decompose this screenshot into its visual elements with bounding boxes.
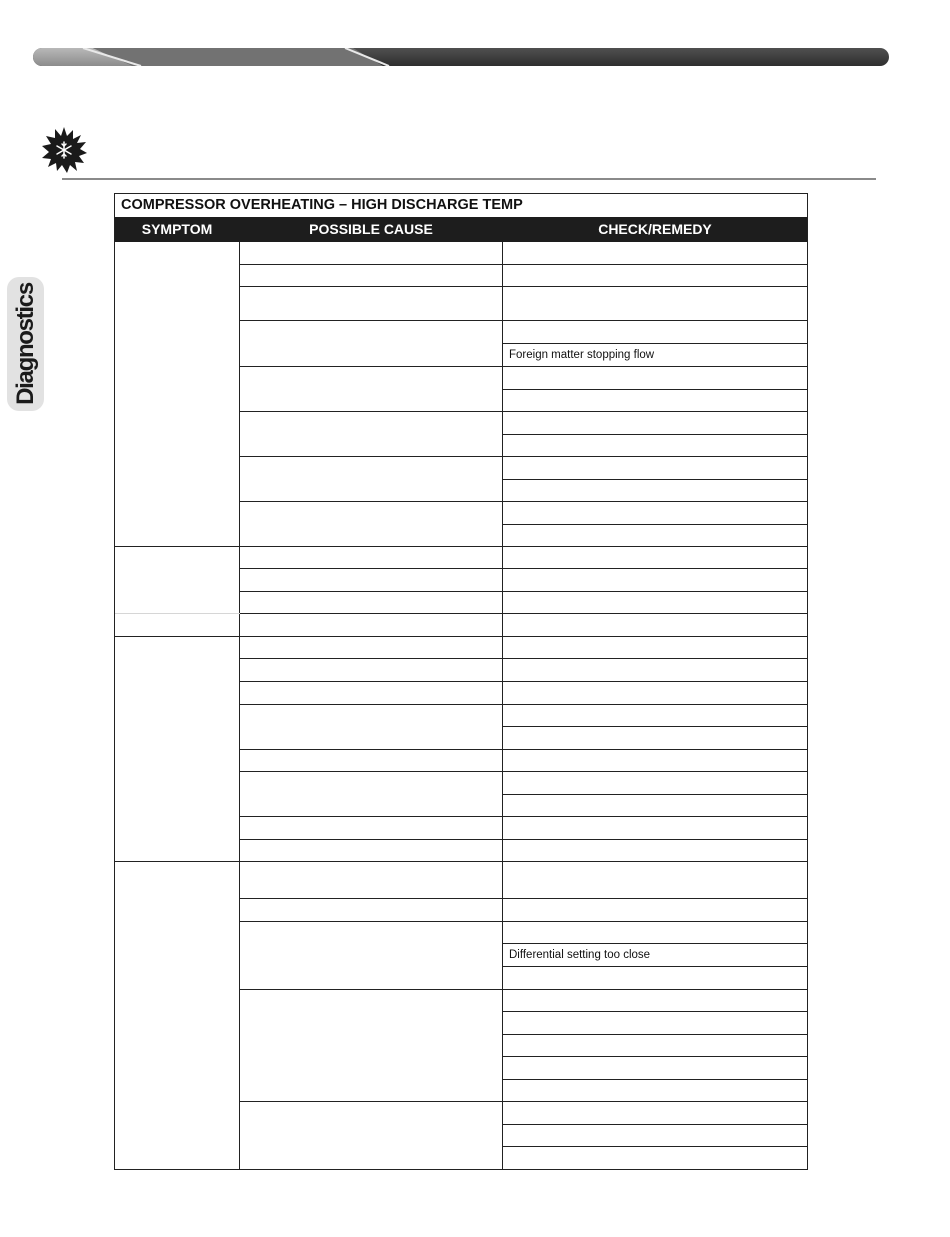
table-header-row bbox=[115, 217, 807, 242]
table-body bbox=[115, 242, 807, 1169]
diagnostics-table bbox=[114, 193, 808, 1170]
table-title: COMPRESSOR OVERHEATING – HIGH DISCHARGE TEMP bbox=[121, 197, 523, 213]
cause-cell bbox=[240, 242, 502, 265]
remedy-cell bbox=[503, 480, 807, 502]
cause-cell bbox=[240, 614, 502, 637]
cause-cell bbox=[240, 502, 502, 547]
remedy-cell bbox=[503, 592, 807, 614]
remedy-cell bbox=[503, 1057, 807, 1080]
remedy-header: CHECK/REMEDY bbox=[598, 221, 712, 237]
remedy-cell bbox=[503, 1147, 807, 1169]
remedy-cell bbox=[503, 922, 807, 944]
remedy-cell bbox=[503, 1102, 807, 1125]
remedy-cell bbox=[503, 569, 807, 592]
remedy-cell bbox=[503, 899, 807, 922]
symptom-cell bbox=[115, 862, 239, 1169]
remedy-cell bbox=[503, 1035, 807, 1057]
side-tab[interactable] bbox=[7, 277, 44, 411]
remedy-cell bbox=[503, 772, 807, 795]
cause-cell bbox=[240, 899, 502, 922]
remedy-cell bbox=[503, 265, 807, 287]
header-bar bbox=[33, 48, 889, 66]
cause-cell bbox=[240, 772, 502, 817]
cause-cell bbox=[240, 287, 502, 321]
symptom-cell bbox=[115, 242, 239, 547]
remedy-cell bbox=[503, 659, 807, 682]
remedy-cell bbox=[503, 817, 807, 840]
remedy-cell bbox=[503, 795, 807, 817]
remedy-cell bbox=[503, 367, 807, 390]
cause-cell bbox=[240, 457, 502, 502]
cause-cell bbox=[240, 367, 502, 412]
cause-cell bbox=[240, 750, 502, 772]
remedy-cell bbox=[503, 682, 807, 705]
remedy-cell bbox=[503, 242, 807, 265]
cause-cell bbox=[240, 862, 502, 899]
cause-cell bbox=[240, 659, 502, 682]
cause-cell bbox=[240, 990, 502, 1102]
cause-cell bbox=[240, 637, 502, 659]
remedy-cell bbox=[503, 990, 807, 1012]
cause-cell bbox=[240, 569, 502, 592]
remedy-cell: Differential setting too close bbox=[503, 944, 807, 967]
remedy-cell bbox=[503, 525, 807, 547]
cause-cell bbox=[240, 682, 502, 705]
remedy-cell bbox=[503, 321, 807, 344]
remedy-cell: Foreign matter stopping flow bbox=[503, 344, 807, 367]
remedy-cell bbox=[503, 390, 807, 412]
remedy-cell bbox=[503, 457, 807, 480]
snowflake-badge-icon bbox=[40, 126, 88, 174]
cause-cell bbox=[240, 412, 502, 457]
remedy-cell bbox=[503, 705, 807, 727]
symptom-cell bbox=[115, 547, 239, 614]
cause-cell bbox=[240, 817, 502, 840]
remedy-cell bbox=[503, 502, 807, 525]
remedy-cell bbox=[503, 1080, 807, 1102]
remedy-cell bbox=[503, 637, 807, 659]
remedy-cell bbox=[503, 1012, 807, 1035]
header-divider bbox=[62, 178, 876, 180]
remedy-cell bbox=[503, 435, 807, 457]
side-tab-label: Diagnostics bbox=[11, 283, 39, 405]
cause-cell bbox=[240, 840, 502, 862]
cause-cell bbox=[240, 321, 502, 367]
remedy-cell bbox=[503, 840, 807, 862]
cause-cell bbox=[240, 1102, 502, 1169]
cause-cell bbox=[240, 705, 502, 750]
symptom-cell bbox=[115, 637, 239, 862]
remedy-cell bbox=[503, 614, 807, 637]
remedy-cell bbox=[503, 727, 807, 750]
cause-cell bbox=[240, 922, 502, 990]
remedy-cell bbox=[503, 967, 807, 990]
cause-header: POSSIBLE CAUSE bbox=[309, 221, 433, 237]
remedy-cell bbox=[503, 547, 807, 569]
remedy-cell bbox=[503, 287, 807, 321]
remedy-cell bbox=[503, 1125, 807, 1147]
remedy-cell bbox=[503, 862, 807, 899]
symptom-header: SYMPTOM bbox=[141, 221, 213, 237]
cause-cell bbox=[240, 547, 502, 569]
remedy-cell bbox=[503, 412, 807, 435]
cause-cell bbox=[240, 265, 502, 287]
symptom-cell bbox=[115, 614, 239, 637]
cause-cell bbox=[240, 592, 502, 614]
remedy-cell bbox=[503, 750, 807, 772]
